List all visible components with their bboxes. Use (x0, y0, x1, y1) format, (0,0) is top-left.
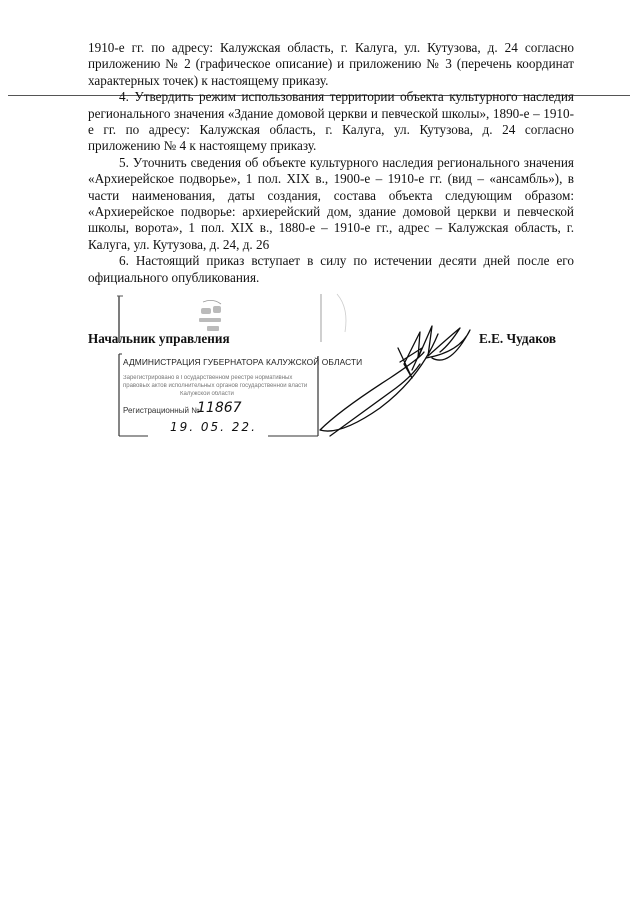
paragraph-4: 4. Утвердить режим использования территории объекта культурного наследия регионального значения «Здание домовой церкви и певческой школы», 1890-е – 1910-е гг. по адресу: Калужская область, г. Калуга, ул. Кутузова, д. 24 согласно приложению № 4 к настоящему приказу. (88, 89, 574, 154)
stamp-line-3: Калужской области (180, 391, 234, 397)
handwritten-signature (300, 318, 480, 448)
paragraph-6: 6. Настоящий приказ вступает в силу по истечении десяти дней после его официального опубликования. (88, 253, 574, 285)
paragraph-continuation: 1910-е гг. по адресу: Калужская область, г. Калуга, ул. Кутузова, д. 24 согласно приложению № 2 (графическое описание) и приложению № 3 (перечень координат характерных точек) к настоящему приказу. (88, 40, 574, 88)
signatory-title: Начальник управления (88, 331, 230, 346)
registration-date: 19. 05. 22. (170, 420, 257, 434)
stamp-line-2: правовых актов исполнительных органов государственной власти (123, 383, 308, 389)
registration-number: 11867 (197, 400, 242, 416)
paragraph-5: 5. Уточнить сведения об объекте культурного наследия регионального значения «Архиерейское подворье», 1 пол. XIX в., 1900-е – 1910-е гг. (вид – «ансамбль»), в части наименования, даты создания, состава объекта следующим образом: «Архиерейское подворье: архиерейский дом, здание домовой церкви и певческой школы, ворота», 1 пол. XIX в., 1880-е – 1910-е гг., адрес – Калужская область, г. Калуга, ул. Кутузова, д. 24, д. 26 (88, 154, 574, 252)
stamp-line-1: Зарегистрировано в Государственном реестре нормативных (123, 375, 293, 381)
signatory-name: Е.Е. Чудаков (479, 331, 556, 346)
stamp-registration-label: Регистрационный № (123, 406, 200, 415)
stamp-header: АДМИНИСТРАЦИЯ ГУБЕРНАТОРА КАЛУЖСКОЙ ОБЛАСТИ (123, 357, 363, 367)
document-body (88, 40, 574, 286)
